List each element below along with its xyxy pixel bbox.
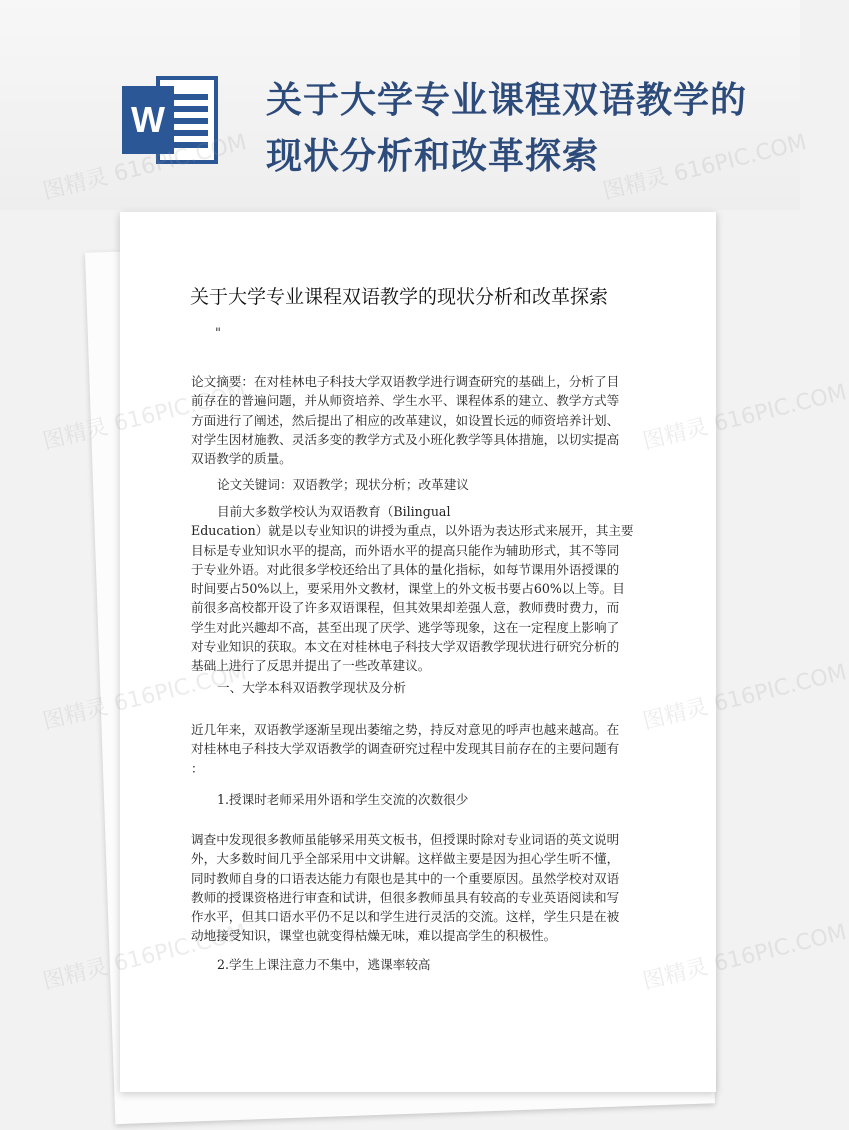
text-line: 论文摘要：在对桂林电子科技大学双语教学进行调查研究的基础上，分析了目 [191, 374, 620, 389]
watermark: 图精灵 616PIC.COM [640, 920, 849, 995]
text-line: 同时教师自身的口语表达能力有限也是其中的一个重要原因。虽然学校对双语 [191, 870, 620, 886]
text-line: 双语教学的质量。 [191, 451, 292, 467]
text-line: Education）就是以专业知识的讲授为重点，以外语为表达形式来展开，其主要 [191, 523, 634, 539]
watermark: 图精灵 616PIC.COM [640, 660, 849, 735]
text-line: 目前大多数学校认为双语教育（Bilingual [217, 504, 451, 519]
text-line: 前存在的普遍问题，并从师资培养、学生水平、课程体系的建立、教学方式等 [191, 393, 620, 409]
section-1-paragraph [191, 720, 641, 778]
text-line: 对桂林电子科技大学双语教学的调查研究过程中发现其目前存在的主要问题有 [191, 741, 620, 757]
header-title-line-1: 关于大学专业课程双语教学的 [266, 79, 748, 121]
text-line: 前很多高校都开设了许多双语课程，但其效果却差强人意，教师费时费力，而 [191, 600, 620, 616]
watermark: 图精灵 [40, 694, 111, 735]
watermark: 图精灵 616PIC.COM [640, 380, 849, 455]
section-heading [217, 678, 667, 697]
text-line: 时间要占50%以上，要采用外文教材，课堂上的外文板书要占60%以上等。目 [191, 581, 625, 597]
text-line: ： [191, 760, 204, 776]
text-line: 对专业知识的获取。本文在对桂林电子科技大学双语教学现状进行研究分析的 [191, 639, 620, 655]
text-line: 学生对此兴趣却不高，甚至出现了厌学、逃学等现象，这在一定程度上影响了 [191, 619, 620, 635]
point-2-heading: 2.学生上课注意力不集中，逃课率较高 [217, 957, 431, 972]
text-line: 调查中发现很多教师虽能够采用英文板书，但授课时除对专业词语的英文说明 [191, 832, 620, 847]
word-document-icon [120, 72, 220, 168]
text-line: 作水平，但其口语水平仍不足以和学生进行灵活的交流。这样，学生只是在被 [191, 909, 620, 925]
text-line: 目标是专业知识水平的提高，而外语水平的提高只能作为辅助形式，其不等同 [191, 542, 620, 558]
intro-paragraph [191, 502, 641, 676]
text-line: 方面进行了阐述，然后提出了相应的改革建议，如设置长远的师资培养计划、 [191, 412, 620, 428]
text-line: 近几年来，双语教学逐渐呈现出萎缩之势，持反对意见的呼声也越来越高。在 [191, 722, 620, 737]
point-1-heading: 1.授课时老师采用外语和学生交流的次数很少 [217, 792, 469, 807]
abstract-paragraph [191, 372, 641, 468]
header-title-line-2: 现状分析和改革探索 [266, 135, 600, 177]
text-line: 于专业外语。对此很多学校还给出了具体的量化指标，如每节课用外语授课的 [191, 561, 620, 577]
quote-mark: " [215, 326, 221, 341]
text-line: 基础上进行了反思并提出了一些改革建议。 [191, 658, 431, 674]
header-title [266, 72, 766, 184]
text-line: 教师的授课资格进行审查和试讲，但很多教师虽具有较高的专业英语阅读和写 [191, 889, 620, 905]
document-title: 关于大学专业课程双语教学的现状分析和改革探索 [190, 286, 609, 308]
watermark: 图精灵 [40, 414, 111, 455]
text-line: 动地接受知识，课堂也就变得枯燥无味，难以提高学生的积极性。 [191, 928, 557, 944]
keywords-line [217, 475, 667, 494]
subsection-heading [217, 790, 667, 809]
point-1-paragraph [191, 830, 641, 946]
watermark: 图精灵 [40, 954, 111, 995]
text-line: 对学生因材施教、灵活多变的教学方式及小班化教学等具体措施，以切实提高 [191, 431, 620, 447]
text-line: 外，大多数时间几乎全部采用中文讲解。这样做主要是因为担心学生听不懂， [191, 851, 620, 867]
word-letter: W [131, 99, 165, 140]
section-1-heading: 一、大学本科双语教学现状及分析 [217, 680, 406, 695]
subsection-heading [217, 955, 667, 974]
keywords-text: 论文关键词：双语教学；现状分析；改革建议 [217, 477, 469, 492]
